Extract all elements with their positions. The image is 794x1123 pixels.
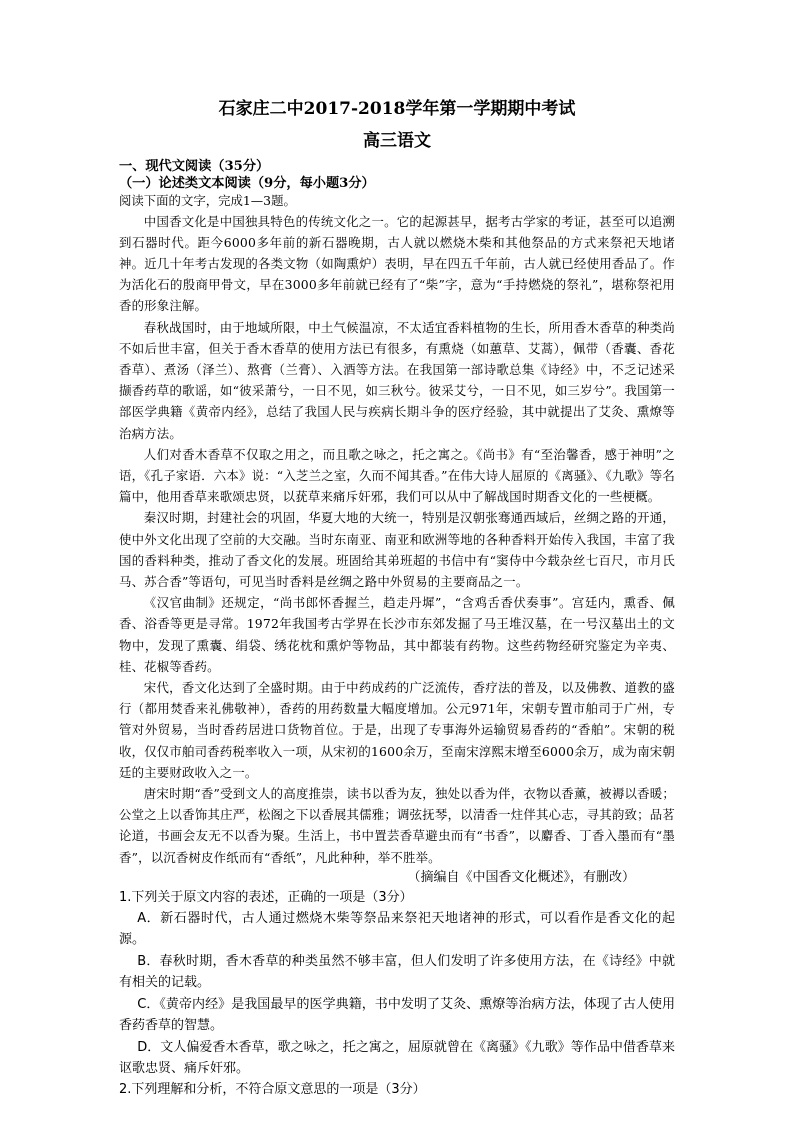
- reading-instruction: 阅读下面的文字，完成1—3题。: [119, 193, 296, 208]
- question-1-option-d: D．文人偏爱香木香草，歌之咏之，托之寓之，屈原就曾在《离骚》《九歌》等作品中借香草来讴歌忠贤、痛斥奸邪。: [119, 1039, 675, 1077]
- exam-page: [119, 96, 675, 1100]
- question-1-option-b: B．春秋时期，香木香草的种类虽然不够丰富，但人们发明了许多使用方法，在《诗经》中就有相关的记载。: [119, 953, 675, 991]
- section-heading: 一、现代文阅读（35分）: [119, 159, 270, 174]
- passage-paragraph-7: 唐宋时期“香”受到文人的高度推崇，读书以香为友，独处以香为伴，衣物以香薰，被褥以香暖；公堂之上以香饰其庄严，松阁之下以香展其儒雅；调弦抚琴，以清香一炷伴其心志，寻其韵致；品茗论道，书画会友无不以香为聚。生活上，书中置芸香草避虫而有“书香”，以麝香、丁香入墨而有“墨香”，以沉香树皮作纸而有“香纸”，凡此种种，举不胜举。: [119, 786, 675, 865]
- passage-paragraph-4: 秦汉时期，封建社会的巩固，华夏大地的大统一，特别是汉朝张骞通西域后，丝绸之路的开通，使中外文化出现了空前的大交融。当时东南亚、南亚和欧洲等地的各种香料开始传入我国，丰富了我国的香料种类，推动了香文化的发展。班固给其弟班超的书信中有“窦侍中今载杂丝七百尺，市月氏马、苏合香”等语句，可见当时香料是丝绸之路中外贸易的主要商品之一。: [119, 510, 675, 590]
- passage-paragraph-6: 宋代，香文化达到了全盛时期。由于中药成药的广泛流传，香疗法的普及，以及佛教、道教的盛行（都用焚香来礼佛敬神），香药的用药数量大幅度增加。公元971年，宋朝专置市舶司于广州，专管对外贸易，当时香药居进口货物首位。于是，出现了专事海外运输贸易香药的“香舶”。宋朝的税收，仅仅市舶司香药税率收入一项，从宋初的1600余万，至南宋淳熙末增至6000余万，成为南宋朝廷的主要财政收入之一。: [119, 680, 675, 780]
- passage-paragraph-3: 人们对香木香草不仅取之用之，而且歌之咏之，托之寓之。《尚书》有“至治馨香，感于神明”之语，《孔子家语．六本》说：“入芝兰之室，久而不闻其香。”在伟大诗人屈原的《离骚》、《九歌》等名篇中，他用香草来歌颂忠贤，以莸草来痛斥奸邪，我们可以从中了解战国时期香文化的一些梗概。: [119, 446, 675, 505]
- question-1-option-a: A．新石器时代，古人通过燃烧木柴等祭品来祭祀天地诸神的形式，可以看作是香文化的起源。: [119, 910, 675, 948]
- question-2-stem: 2.下列理解和分析，不符合原文意思的一项是（3分）: [119, 1081, 426, 1097]
- exam-title: 石家庄二中2017-2018学年第一学期期中考试: [218, 99, 576, 119]
- passage-paragraph-1: 中国香文化是中国独具特色的传统文化之一。它的起源甚早，据考古学家的考证，甚至可以追溯到石器时代。距今6000多年前的新石器晚期，古人就以燃烧木柴和其他祭品的方式来祭祀天地诸神。近几十年考古发现的各类文物（如陶熏炉）表明，早在四五千年前，古人就已经使用香品了。作为活化石的殷商甲骨文，早在3000多年前就已经有了“柴”字，意为“手持燃烧的祭礼”，堪称祭祀用香的形象注解。: [119, 213, 675, 314]
- passage-paragraph-2: 春秋战国时，由于地域所限，中土气候温凉，不太适宜香料植物的生长，所用香木香草的种类尚不如后世丰富，但关于香木香草的使用方法已有很多，有熏烧（如蕙草、艾蒿），佩带（香囊、香花香草）、煮汤（泽兰）、熬膏（兰膏）、入酒等方法。在我国第一部诗歌总集《诗经》中，不乏记述采撷香药草的歌谣，如“彼采萧兮，一日不见，如三秋兮。彼采艾兮，一日不见，如三岁兮”。我国第一部医学典籍《黄帝内经》，总结了我国人民与疾病长期斗争的医疗经验，其中就提出了艾灸、熏燎等治病方法。: [119, 319, 675, 441]
- exam-subtitle: 高三语文: [363, 131, 431, 151]
- passage-paragraph-5: 《汉官曲制》还规定，“尚书郎怀香握兰，趋走丹墀”，“含鸡舌香伏奏事”。宫廷内，熏香、佩香、浴香等更是寻常。1972年我国考古学界在长沙市东郊发掘了马王堆汉墓，在一号汉墓出土的文物中，发现了熏囊、绢袋、绣花枕和熏炉等物品，其中都装有药物。这些药物经研究鉴定为辛夷、桂、花椒等香药。: [119, 595, 675, 674]
- question-1-option-c: C．《黄帝内经》是我国最早的医学典籍，书中发明了艾灸、熏燎等治病方法，体现了古人使用香药香草的智慧。: [119, 996, 675, 1034]
- question-1-stem: 1.下列关于原文内容的表述，正确的一项是（3分）: [119, 889, 413, 905]
- passage-source: （摘编自《中国香文化概述》，有删改）: [407, 869, 635, 885]
- subsection-heading: （一）论述类文本阅读（9分，每小题3分）: [119, 176, 375, 191]
